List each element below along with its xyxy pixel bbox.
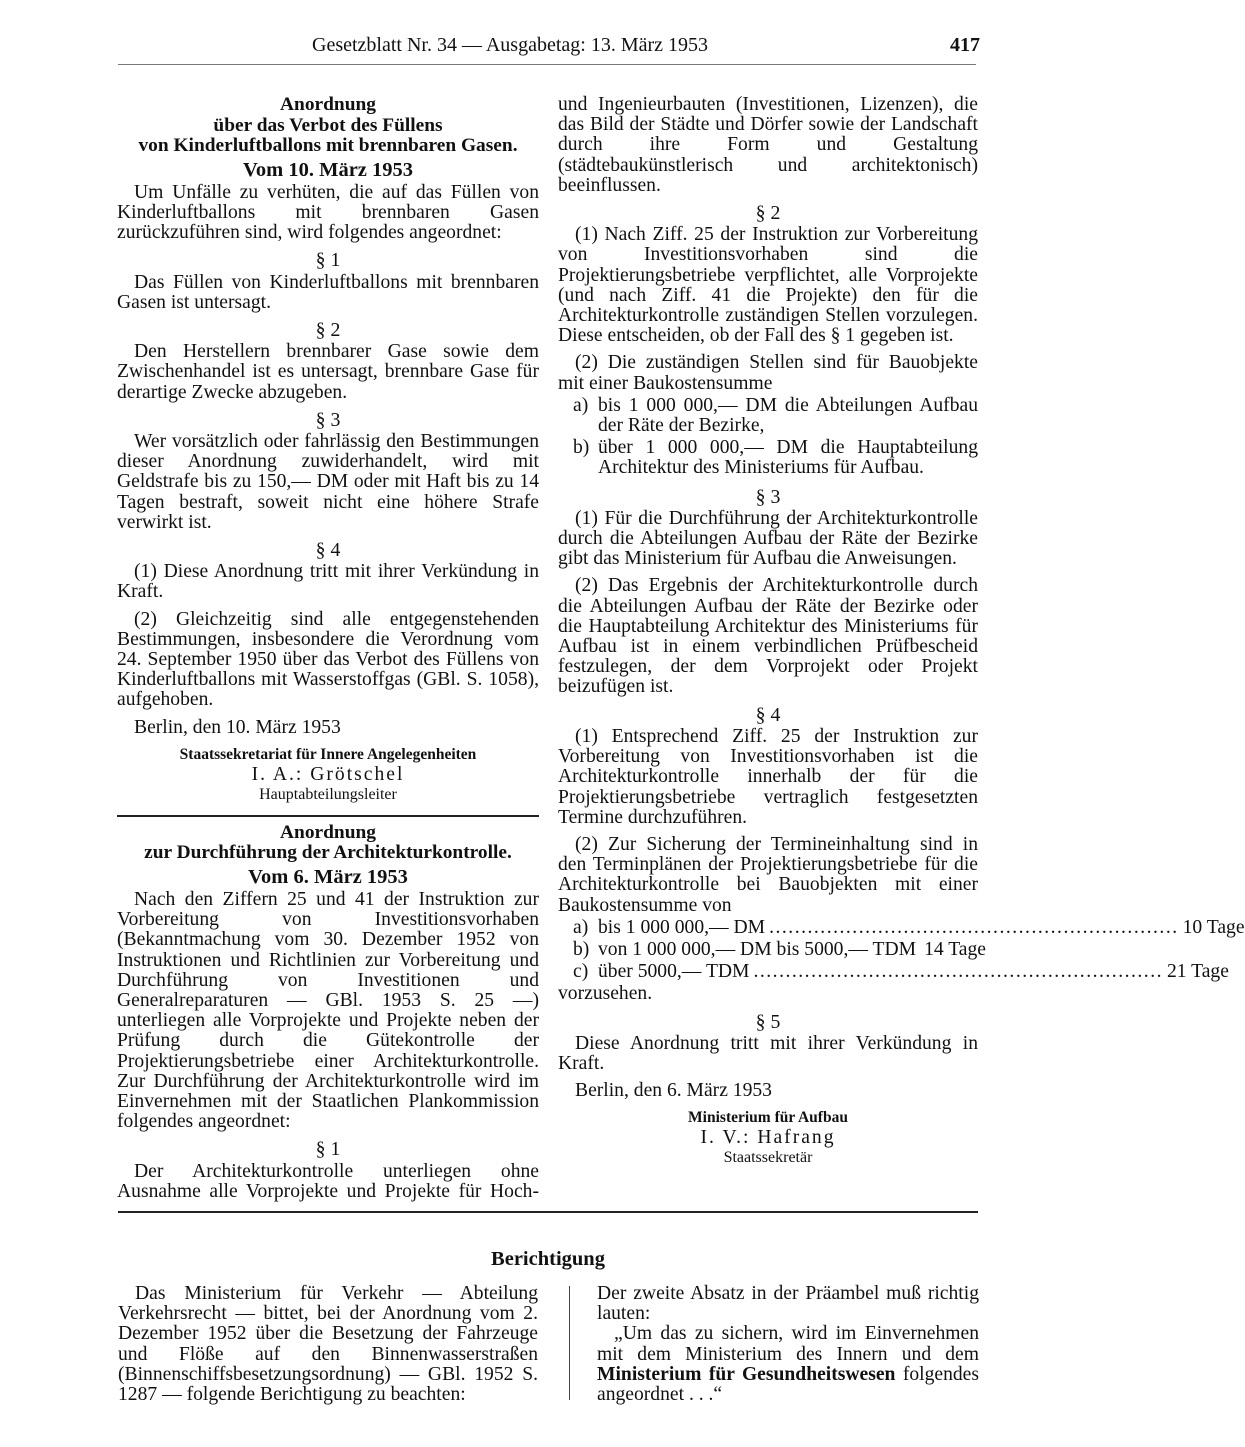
order1-title [117,95,539,157]
order2-section-1-text: Der Architekturkontrolle unterliegen ohne Ausnahme alle Vorprojekte und Projekte für Hoch- [117,1160,539,1202]
list-item-text: bis 1 000 000,— DM die Abteilungen Aufbau der Räte der Bezirke, [598,394,978,437]
full-width-divider [118,1211,978,1213]
order1-section-2-heading: § 2 [315,318,341,341]
order1-section-2-text: Den Herstellern brennbarer Gase sowie dem Zwischenhandel ist es untersagt, brennbare Gase für derartige Zwecke abzugeben. [117,341,539,403]
order2-section-4-heading: § 4 [755,703,781,726]
term-row [558,938,986,960]
column-divider [569,1286,570,1400]
quote-bold: Ministerium für Gesundheitswesen [597,1363,896,1385]
correction-intro: Der zweite Absatz in der Präambel muß richtig lauten: [597,1283,979,1325]
order2-section-2-text-2: (2) Die zuständigen Stellen sind für Bauobjekte mit einer Baukostensumme [558,352,978,394]
order2-section-4-tail: vorzusehen. [558,983,653,1005]
quote-start: „Um das zu sichern, wird im Einvernehmen mit dem Ministerium des Innern und dem [597,1323,979,1365]
order2-section-2-text-1: (1) Nach Ziff. 25 der Instruktion zur Vorbereitung von Investitionsvorhaben sind die Projektierungsbetriebe verpflichtet, alle Vorprojekte (und nach Ziff. 41 die Projekte) den für die Architekturkontrolle zuständigen Stellen vorzulegen. Diese entscheiden, ob der Fall des § 1 gegeben ist. [558,224,978,347]
order2-place-date: Berlin, den 6. März 1953 [575,1080,772,1102]
order2-title-line: zur Durchführung der Architekturkontrolle. [144,842,512,864]
list-item [558,438,978,478]
page-header [0,34,1024,62]
order2-section-4-text-1: (1) Entsprechend Ziff. 25 der Instruktion zur Vorbereitung von Investitionsvorhaben ist die Architekturkontrolle innerhalb der für die Projektierungsbetriebe vertraglich festgesetzten Termine durchzuführen. [558,725,978,828]
order1-section-4-text-2: (2) Gleichzeitig sind alle entgegenstehenden Bestimmungen, insbesondere die Verordnung vom 24. September 1950 über das Verbot des Füllens von Kinderluftballons mit Wasserstoffgas (GBl. S. 1058), aufgehoben. [117,608,539,711]
order2-signature-role: Staatssekretär [723,1149,813,1167]
leader-dots: ................................................................ [769,916,1179,938]
term-row [558,961,1229,983]
order2-section-3-text-1: (1) Für die Durchführung der Architekturkontrolle durch die Abteilungen Aufbau der Räte der Bezirke gibt das Ministerium für Aufbau die Anweisungen. [558,507,978,570]
term-row-value: 10 Tage [1182,916,1245,938]
order1-title-line: über das Verbot des Füllens [213,114,443,136]
term-row [558,916,1245,938]
order1-section-4-heading: § 4 [315,538,341,561]
order2-section-2-heading: § 2 [755,202,781,225]
order2-signature-org: Ministerium für Aufbau [688,1109,848,1127]
header-rule [118,64,976,65]
list-item-text: über 1 000 000,— DM die Hauptabteilung Architektur des Ministeriums für Aufbau. [598,437,978,479]
order1-title-line: Anordnung [280,94,376,115]
order2-section-5-heading: § 5 [755,1010,781,1033]
order2-title-line: Anordnung [280,821,376,843]
order2-preamble: Nach den Ziffern 25 und 41 der Instruktion zur Vorbereitung von Investitionsvorhaben (Bekanntmachung vom 30. Dezember 1952 von Instruktionen und Richtlinien zur Vorbereitung und Durchführung von Investitionen und Generalreparaturen — GBl. 1953 S. 25 —) unterliegen alle Vorprojekte und Projekte neben der Prüfung durch die Gütekontrolle der Projektierungsbetriebe einer Architekturkontrolle. Zur Durchführung der Architekturkontrolle wird im Einvernehmen mit der Staatlichen Plankommission folgendes angeordnet: [117,888,539,1133]
term-row-mark: c) [573,961,589,983]
correction-title: Berichtigung [491,1248,605,1270]
order2-section-5-text: Diese Anordnung tritt mit ihrer Verkündung in Kraft. [558,1032,978,1074]
order1-signature-org: Staatssekretariat für Innere Angelegenheiten [179,745,477,763]
order2-section-1-heading: § 1 [315,1138,341,1161]
order1-section-1-text: Das Füllen von Kinderluftballons mit brennbaren Gasen ist untersagt. [117,271,539,313]
right-column [558,94,1245,1168]
term-row-value: 21 Tage [1166,961,1229,983]
list-item [558,396,978,436]
term-row-text: bis 1 000 000,— DM [598,916,766,938]
term-row-text: von 1 000 000,— DM bis 5000,— TDM [598,938,917,960]
order2-date: Vom 6. März 1953 [248,865,408,888]
leader-dots: ................................................................ [753,961,1163,983]
quote-end: folgendes angeordnet . . .“ [597,1363,979,1406]
order2-title [117,823,539,864]
correction-left [118,1284,538,1405]
term-row-value: 14 Tage [924,938,986,960]
section-divider [117,815,539,817]
correction-quote [597,1324,979,1405]
order2-section-3-heading: § 3 [755,485,781,508]
page-number: 417 [950,34,980,56]
term-row-mark: a) [573,916,589,938]
order2-section-1-continuation: und Ingenieurbauten (Investitionen, Lizenzen), die das Bild der Städte und Dörfer sowie der Landschaft durch ihre Form und Gestaltung (städtebaukünstlerisch und architektonisch) beeinflussen. [558,94,978,196]
order1-signature-name: I. A.: Grötschel [251,763,405,785]
order1-section-3-heading: § 3 [315,408,341,431]
order1-signature-role: Hauptabteilungsleiter [259,785,397,803]
term-row-mark: b) [573,938,590,960]
order1-title-line: von Kinderluftballons mit brennbaren Gasen. [138,135,518,156]
order1-section-4-text-1: (1) Diese Anordnung tritt mit ihrer Verkündung in Kraft. [117,561,539,603]
left-column [117,95,539,1209]
list-item-mark: b) [573,437,590,459]
order2-section-3-text-2: (2) Das Ergebnis der Architekturkontrolle durch die Abteilungen Aufbau der Räte der Bezirke oder die Hauptabteilung Architektur des Ministeriums für Aufbau ist in einem verbindlichen Prüfbescheid festzulegen, der dem Vorprojekt oder Projekt beizufügen ist. [558,575,978,698]
order1-preamble: Um Unfälle zu verhüten, die auf das Füllen von Kinderluftballons mit brennbaren Gasen zurückzuführen sind, wird folgendes angeordnet: [117,181,539,244]
order1-date: Vom 10. März 1953 [242,158,414,181]
order1-section-3-text: Wer vorsätzlich oder fahrlässig den Bestimmungen dieser Anordnung zuwiderhandelt, wird mit Geldstrafe bis zu 150,— DM oder mit Haft bis zu 14 Tagen bestraft, soweit nicht eine höhere Strafe verwirkt ist. [117,430,539,533]
correction-left-text: Das Ministerium für Verkehr — Abteilung Verkehrsrecht — bittet, bei der Anordnung vom 2. Dezember 1952 über die Besetzung der Fahrzeuge und Flöße auf den Binnenwasserstraßen (Binnenschiffsbesetzungsordnung) — GBl. 1952 S. 1287 — folgende Berichtigung zu beachten: [118,1283,538,1406]
order2-section-4-text-2: (2) Zur Sicherung der Termineinhaltung sind in den Terminplänen der Projektierungsbetriebe für die Architekturkontrolle bei Bauobjekten mit einer Baukostensumme von [558,833,978,916]
order1-place-date: Berlin, den 10. März 1953 [134,716,341,738]
leader-dots [916,940,924,960]
correction-right [597,1284,979,1405]
running-title: Gesetzblatt Nr. 34 — Ausgabetag: 13. März 1953 [312,34,709,56]
list-item-mark: a) [573,394,589,416]
order1-section-1-heading: § 1 [315,249,341,272]
order2-signature-name: I. V.: Hafrang [700,1127,836,1149]
term-row-text: über 5000,— TDM [598,961,750,983]
